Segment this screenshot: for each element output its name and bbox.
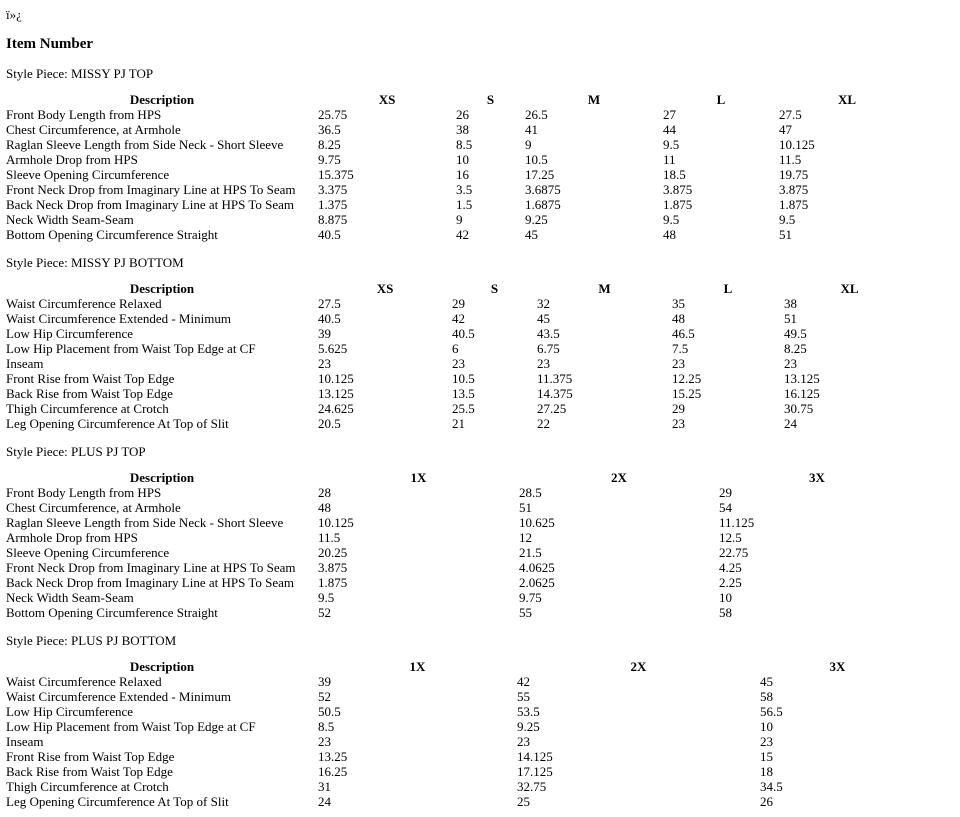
- value-cell: 18.5: [663, 167, 686, 182]
- value-cell: 19.75: [779, 167, 809, 182]
- style-piece-label-plus-pj-bottom: Style Piece: PLUS PJ BOTTOM: [6, 633, 177, 648]
- description-cell: Leg Opening Circumference At Top of Slit: [6, 794, 229, 809]
- table-row: [6, 749, 915, 764]
- column-header-size-3x: 3X: [829, 659, 846, 674]
- value-cell: 8.25: [784, 341, 807, 356]
- value-cell: 12.5: [719, 530, 742, 545]
- value-cell: 11.375: [537, 371, 573, 386]
- value-cell: 24: [784, 416, 797, 431]
- table-row: [6, 326, 915, 341]
- value-cell: 23: [537, 356, 550, 371]
- value-cell: 10.5: [525, 152, 548, 167]
- value-cell: 13.5: [452, 386, 475, 401]
- description-cell: Armhole Drop from HPS: [6, 530, 138, 545]
- table-row: [6, 182, 915, 197]
- value-cell: 55: [517, 689, 530, 704]
- value-cell: 26.5: [525, 107, 548, 122]
- value-cell: 55: [519, 605, 532, 620]
- value-cell: 10: [760, 719, 773, 734]
- value-cell: 58: [719, 605, 732, 620]
- description-cell: Front Rise from Waist Top Edge: [6, 371, 175, 386]
- description-cell: Back Rise from Waist Top Edge: [6, 386, 173, 401]
- table-header-row: [6, 281, 915, 296]
- value-cell: 12.25: [672, 371, 702, 386]
- value-cell: 10.125: [318, 515, 354, 530]
- table-row: [6, 122, 915, 137]
- description-cell: Inseam: [6, 734, 44, 749]
- table-row: [6, 530, 915, 545]
- value-cell: 48: [663, 227, 676, 242]
- value-cell: 8.5: [456, 137, 473, 152]
- value-cell: 29: [452, 296, 465, 311]
- column-header-size-s: S: [490, 281, 499, 296]
- value-cell: 11.125: [719, 515, 755, 530]
- table-body: [6, 107, 915, 242]
- value-cell: 45: [525, 227, 538, 242]
- column-header-description: Description: [129, 92, 195, 107]
- value-cell: 22.75: [719, 545, 749, 560]
- value-cell: 39: [318, 674, 331, 689]
- table-row: [6, 197, 915, 212]
- value-cell: 20.5: [318, 416, 341, 431]
- value-cell: 48: [672, 311, 685, 326]
- value-cell: 52: [318, 605, 331, 620]
- description-cell: Low Hip Circumference: [6, 326, 134, 341]
- table-row: [6, 386, 915, 401]
- description-cell: Bottom Opening Circumference Straight: [6, 227, 218, 242]
- value-cell: 56.5: [760, 704, 783, 719]
- value-cell: 8.25: [318, 137, 341, 152]
- value-cell: 35: [672, 296, 685, 311]
- value-cell: 51: [779, 227, 792, 242]
- table-row: [6, 560, 915, 575]
- table-row: [6, 734, 915, 749]
- value-cell: 27.25: [537, 401, 567, 416]
- description-cell: Inseam: [6, 356, 44, 371]
- description-cell: Waist Circumference Extended - Minimum: [6, 689, 231, 704]
- value-cell: 11.5: [318, 530, 341, 545]
- table-row: [6, 575, 915, 590]
- size-chart-table-plus-pj-top: [6, 470, 915, 620]
- value-cell: 15.25: [672, 386, 702, 401]
- description-cell: Low Hip Placement from Waist Top Edge at CF: [6, 719, 256, 734]
- value-cell: 51: [519, 500, 532, 515]
- value-cell: 51: [784, 311, 797, 326]
- description-cell: Front Neck Drop from Imaginary Line at HPS To Seam: [6, 560, 296, 575]
- value-cell: 1.6875: [525, 197, 561, 212]
- value-cell: 53.5: [517, 704, 540, 719]
- value-cell: 42: [456, 227, 469, 242]
- value-cell: 1.375: [318, 197, 348, 212]
- column-header-size-l: L: [723, 281, 733, 296]
- table-row: [6, 137, 915, 152]
- value-cell: 42: [517, 674, 530, 689]
- value-cell: 3.875: [779, 182, 809, 197]
- bom-artifact-text: ï»¿: [6, 7, 22, 22]
- value-cell: 48: [318, 500, 331, 515]
- value-cell: 1.875: [663, 197, 693, 212]
- description-cell: Chest Circumference, at Armhole: [6, 122, 181, 137]
- table-body: [6, 485, 915, 620]
- value-cell: 39: [318, 326, 331, 341]
- table-row: [6, 605, 915, 620]
- value-cell: 23: [672, 416, 685, 431]
- value-cell: 9.75: [318, 152, 341, 167]
- value-cell: 31: [318, 779, 331, 794]
- column-header-size-2x: 2X: [611, 470, 627, 485]
- column-header-size-1x: 1X: [410, 470, 427, 485]
- table-header-row: [6, 470, 915, 485]
- value-cell: 17.125: [517, 764, 553, 779]
- value-cell: 13.125: [318, 386, 354, 401]
- table-row: [6, 401, 915, 416]
- value-cell: 9.5: [779, 212, 796, 227]
- value-cell: 5.625: [318, 341, 348, 356]
- table-row: [6, 296, 915, 311]
- table-row: [6, 500, 915, 515]
- value-cell: 32: [537, 296, 550, 311]
- table-row: [6, 356, 915, 371]
- value-cell: 10: [456, 152, 469, 167]
- value-cell: 58: [760, 689, 773, 704]
- style-piece-label-missy-pj-top: Style Piece: MISSY PJ TOP: [6, 66, 154, 81]
- value-cell: 23: [452, 356, 465, 371]
- value-cell: 15.375: [318, 167, 354, 182]
- value-cell: 9.75: [519, 590, 542, 605]
- description-cell: Raglan Sleeve Length from Side Neck - Short Sleeve: [6, 515, 284, 530]
- column-header-size-2x: 2X: [630, 659, 647, 674]
- value-cell: 22: [537, 416, 550, 431]
- value-cell: 12: [519, 530, 532, 545]
- value-cell: 15: [760, 749, 773, 764]
- description-cell: Sleeve Opening Circumference: [6, 167, 170, 182]
- value-cell: 23: [784, 356, 797, 371]
- description-cell: Raglan Sleeve Length from Side Neck - Short Sleeve: [6, 137, 284, 152]
- value-cell: 34.5: [760, 779, 783, 794]
- value-cell: 2.0625: [519, 575, 555, 590]
- description-cell: Leg Opening Circumference At Top of Slit: [6, 416, 229, 431]
- value-cell: 3.875: [663, 182, 693, 197]
- table-body: [6, 674, 915, 809]
- table-row: [6, 212, 915, 227]
- value-cell: 10.5: [452, 371, 475, 386]
- description-cell: Waist Circumference Relaxed: [6, 674, 162, 689]
- value-cell: 26: [456, 107, 469, 122]
- description-cell: Waist Circumference Relaxed: [6, 296, 162, 311]
- value-cell: 9.5: [663, 212, 680, 227]
- value-cell: 2.25: [719, 575, 742, 590]
- style-piece-label-missy-pj-bottom: Style Piece: MISSY PJ BOTTOM: [6, 255, 184, 270]
- value-cell: 16.125: [784, 386, 820, 401]
- value-cell: 25.75: [318, 107, 348, 122]
- description-cell: Back Neck Drop from Imaginary Line at HPS To Seam: [6, 197, 295, 212]
- value-cell: 21.5: [519, 545, 542, 560]
- column-header-size-1x: 1X: [409, 659, 426, 674]
- value-cell: 10.625: [519, 515, 555, 530]
- table-row: [6, 227, 915, 242]
- column-header-description: Description: [129, 281, 195, 296]
- value-cell: 40.5: [318, 311, 341, 326]
- value-cell: 11.5: [779, 152, 802, 167]
- value-cell: 29: [719, 485, 732, 500]
- value-cell: 40.5: [318, 227, 341, 242]
- table-row: [6, 674, 915, 689]
- table-row: [6, 545, 915, 560]
- value-cell: 17.25: [525, 167, 555, 182]
- value-cell: 29: [672, 401, 685, 416]
- value-cell: 32.75: [517, 779, 547, 794]
- style-piece-label-plus-pj-top: Style Piece: PLUS PJ TOP: [6, 444, 146, 459]
- table-row: [6, 167, 915, 182]
- column-header-size-xl: XL: [840, 281, 859, 296]
- description-cell: Low Hip Placement from Waist Top Edge at CF: [6, 341, 256, 356]
- value-cell: 1.5: [456, 197, 473, 212]
- value-cell: 52: [318, 689, 331, 704]
- column-header-description: Description: [129, 659, 195, 674]
- value-cell: 23: [672, 356, 685, 371]
- value-cell: 6: [452, 341, 459, 356]
- value-cell: 40.5: [452, 326, 475, 341]
- column-header-size-3x: 3X: [809, 470, 825, 485]
- value-cell: 9.5: [663, 137, 680, 152]
- value-cell: 9.25: [525, 212, 548, 227]
- table-row: [6, 311, 915, 326]
- value-cell: 6.75: [537, 341, 560, 356]
- value-cell: 16: [456, 167, 469, 182]
- value-cell: 1.875: [318, 575, 348, 590]
- value-cell: 11: [663, 152, 676, 167]
- table-header-row: [6, 92, 915, 107]
- value-cell: 25: [517, 794, 530, 809]
- description-cell: Front Body Length from HPS: [6, 107, 162, 122]
- description-cell: Thigh Circumference at Crotch: [6, 401, 169, 416]
- page-title: Item Number: [6, 36, 94, 52]
- table-row: [6, 590, 915, 605]
- table-body: [6, 296, 915, 431]
- value-cell: 49.5: [784, 326, 807, 341]
- value-cell: 4.25: [719, 560, 742, 575]
- value-cell: 8.875: [318, 212, 348, 227]
- table-row: [6, 107, 915, 122]
- description-cell: Back Rise from Waist Top Edge: [6, 764, 173, 779]
- description-cell: Front Rise from Waist Top Edge: [6, 749, 175, 764]
- description-cell: Armhole Drop from HPS: [6, 152, 138, 167]
- value-cell: 27.5: [779, 107, 802, 122]
- value-cell: 46.5: [672, 326, 695, 341]
- value-cell: 10.125: [779, 137, 815, 152]
- value-cell: 27.5: [318, 296, 341, 311]
- size-chart-table-plus-pj-bottom: [6, 659, 915, 809]
- description-cell: Neck Width Seam-Seam: [6, 212, 134, 227]
- value-cell: 23: [760, 734, 773, 749]
- table-header-row: [6, 659, 915, 674]
- column-header-size-s: S: [486, 92, 495, 107]
- table-row: [6, 794, 915, 809]
- value-cell: 44: [663, 122, 676, 137]
- value-cell: 23: [318, 356, 331, 371]
- description-cell: Neck Width Seam-Seam: [6, 590, 134, 605]
- column-header-size-l: L: [716, 92, 726, 107]
- value-cell: 9.25: [517, 719, 540, 734]
- description-cell: Front Body Length from HPS: [6, 485, 162, 500]
- column-header-size-xl: XL: [837, 92, 857, 107]
- value-cell: 26: [760, 794, 773, 809]
- value-cell: 10.125: [318, 371, 354, 386]
- value-cell: 24: [318, 794, 331, 809]
- value-cell: 28.5: [519, 485, 542, 500]
- table-row: [6, 719, 915, 734]
- value-cell: 27: [663, 107, 676, 122]
- table-row: [6, 341, 915, 356]
- column-header-description: Description: [129, 470, 195, 485]
- value-cell: 38: [784, 296, 797, 311]
- value-cell: 45: [760, 674, 773, 689]
- value-cell: 20.25: [318, 545, 348, 560]
- value-cell: 41: [525, 122, 538, 137]
- value-cell: 7.5: [672, 341, 689, 356]
- value-cell: 30.75: [784, 401, 814, 416]
- table-row: [6, 779, 915, 794]
- value-cell: 45: [537, 311, 550, 326]
- value-cell: 9: [525, 137, 532, 152]
- table-row: [6, 371, 915, 386]
- table-row: [6, 416, 915, 431]
- value-cell: 47: [779, 122, 792, 137]
- table-row: [6, 152, 915, 167]
- size-chart-table-missy-pj-bottom: [6, 281, 915, 431]
- description-cell: Bottom Opening Circumference Straight: [6, 605, 218, 620]
- value-cell: 14.375: [537, 386, 573, 401]
- description-cell: Thigh Circumference at Crotch: [6, 779, 169, 794]
- column-header-size-m: M: [598, 281, 611, 296]
- table-row: [6, 485, 915, 500]
- description-cell: Low Hip Circumference: [6, 704, 134, 719]
- value-cell: 42: [452, 311, 465, 326]
- value-cell: 13.125: [784, 371, 820, 386]
- description-cell: Waist Circumference Extended - Minimum: [6, 311, 231, 326]
- value-cell: 25.5: [452, 401, 475, 416]
- value-cell: 3.875: [318, 560, 348, 575]
- value-cell: 38: [456, 122, 469, 137]
- value-cell: 18: [760, 764, 773, 779]
- value-cell: 54: [719, 500, 732, 515]
- value-cell: 9: [456, 212, 463, 227]
- description-cell: Chest Circumference, at Armhole: [6, 500, 181, 515]
- value-cell: 9.5: [318, 590, 335, 605]
- value-cell: 21: [452, 416, 465, 431]
- value-cell: 23: [517, 734, 530, 749]
- description-cell: Front Neck Drop from Imaginary Line at HPS To Seam: [6, 182, 296, 197]
- value-cell: 3.375: [318, 182, 348, 197]
- description-cell: Back Neck Drop from Imaginary Line at HPS To Seam: [6, 575, 295, 590]
- table-row: [6, 689, 915, 704]
- value-cell: 8.5: [318, 719, 335, 734]
- column-header-size-m: M: [587, 92, 601, 107]
- table-row: [6, 764, 915, 779]
- value-cell: 14.125: [517, 749, 553, 764]
- description-cell: Sleeve Opening Circumference: [6, 545, 170, 560]
- table-row: [6, 515, 915, 530]
- value-cell: 23: [318, 734, 331, 749]
- value-cell: 4.0625: [519, 560, 555, 575]
- value-cell: 1.875: [779, 197, 809, 212]
- value-cell: 10: [719, 590, 732, 605]
- table-row: [6, 704, 915, 719]
- value-cell: 28: [318, 485, 331, 500]
- size-chart-table-missy-pj-top: [6, 92, 915, 242]
- value-cell: 3.6875: [525, 182, 561, 197]
- value-cell: 24.625: [318, 401, 354, 416]
- column-header-size-xs: XS: [376, 281, 394, 296]
- value-cell: 16.25: [318, 764, 348, 779]
- column-header-size-xs: XS: [378, 92, 396, 107]
- value-cell: 43.5: [537, 326, 560, 341]
- value-cell: 3.5: [456, 182, 473, 197]
- value-cell: 36.5: [318, 122, 341, 137]
- value-cell: 13.25: [318, 749, 348, 764]
- value-cell: 50.5: [318, 704, 341, 719]
